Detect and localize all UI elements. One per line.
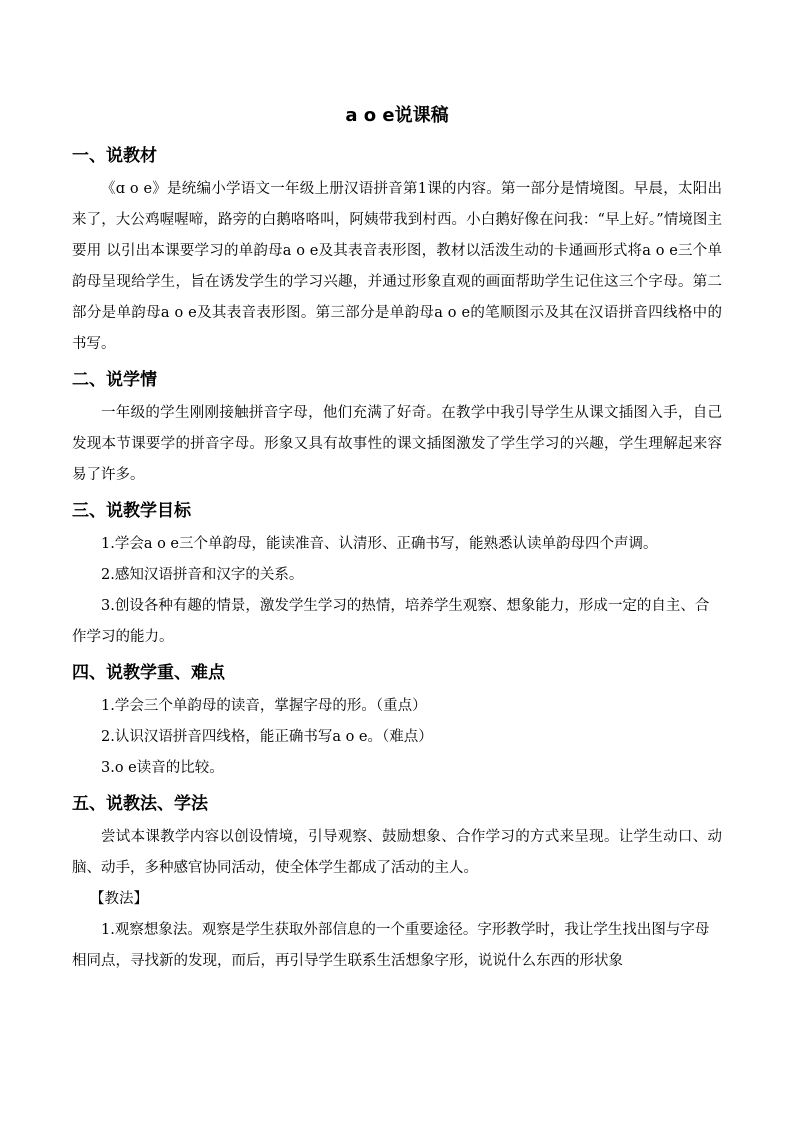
list-item: 2.感知汉语拼音和汉字的关系。	[101, 567, 304, 583]
section-heading-methods: 五、说教法、学法	[72, 794, 208, 814]
subheading-teaching-method: 【教法】	[90, 891, 148, 907]
section-heading-students: 二、说学情	[72, 370, 157, 390]
list-item: 1.观察想象法。观察是学生获取外部信息的一个重要途径。字形教学时，我让学生找出图与字母相同点，寻找新的发现，而后，再引导学生联系生活想象字形，说说什么东西的形状象	[72, 922, 710, 969]
list-item: 3.o e读音的比较。	[101, 760, 224, 776]
section-paragraph: 《ɑ o e》是统编小学语文一年级上册汉语拼音第1课的内容。第一部分是情境图。早晨，太阳出来了，大公鸡喔喔啼，路旁的白鹅咯咯叫，阿姨带我到村西。小白鹅好像在问我：“早上好。”情境图主要用 以引出本课要学习的单韵母a o e及其表音表形图，教材以活泼生动的卡通画形式将a o e三个单韵母呈现给学生，旨在诱发学生的学习兴趣，并通过形象直观的画面帮助学生记住这三个字母。第二部分是单韵母a o e及其表音表形图。第三部分是单韵母a o e的笔顺图示及其在汉语拼音四线格中的书写。	[72, 181, 722, 352]
list-item: 1.学会a o e三个单韵母，能读准音、认清形、正确书写，能熟悉认读单韵母四个声调。	[101, 536, 658, 552]
document-page	[72, 100, 722, 977]
section-heading-textbook: 一、说教材	[72, 146, 157, 166]
list-item: 2.认识汉语拼音四线格，能正确书写a o e。（难点）	[101, 729, 433, 745]
list-item: 3.创设各种有趣的情景，激发学生学习的热情，培养学生观察、想象能力，形成一定的自主、合作学习的能力。	[72, 598, 710, 645]
list-item: 1.学会三个单韵母的读音，掌握字母的形。（重点）	[101, 698, 427, 714]
section-heading-goals: 三、说教学目标	[72, 501, 191, 521]
section-heading-key-points: 四、说教学重、难点	[72, 663, 225, 683]
section-paragraph: 一年级的学生刚刚接触拼音字母，他们充满了好奇。在教学中我引导学生从课文插图入手，自己发现本节课要学的拼音字母。形象又具有故事性的课文插图激发了学生学习的兴趣，学生理解起来容易了许多。	[72, 405, 722, 483]
document-title: a o e说课稿	[345, 105, 449, 126]
section-paragraph: 尝试本课教学内容以创设情境，引导观察、鼓励想象、合作学习的方式来呈现。让学生动口、动脑、动手，多种感官协同活动，使全体学生都成了活动的主人。	[72, 829, 722, 876]
